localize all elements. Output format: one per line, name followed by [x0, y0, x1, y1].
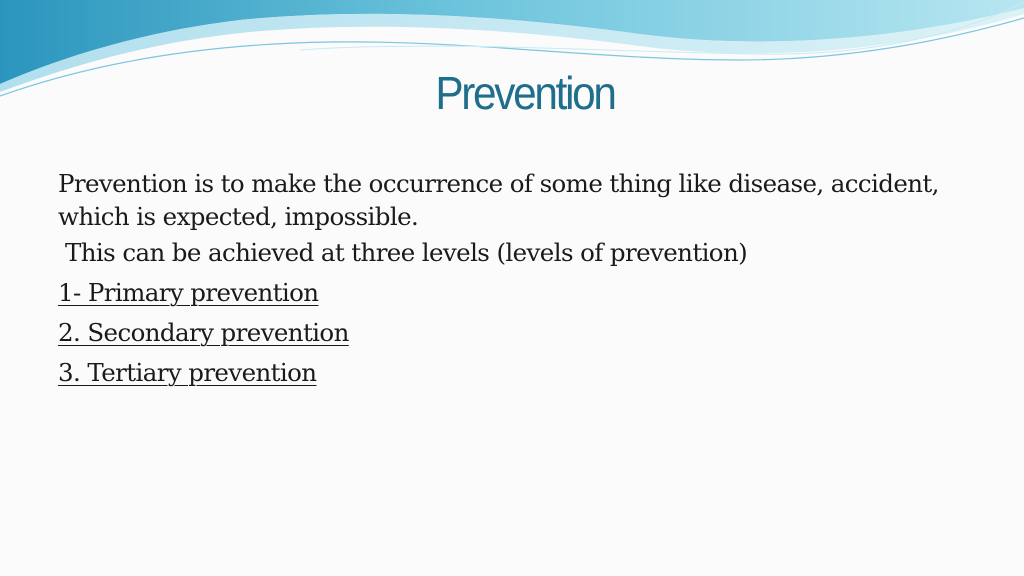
primary-prevention-link[interactable]: 1- Primary prevention — [58, 278, 319, 307]
levels-intro: This can be achieved at three levels (levels of prevention) — [65, 238, 748, 267]
definition-line-1: Prevention is to make the occurrence of some thing like disease, accident, — [58, 169, 939, 198]
secondary-prevention-link[interactable]: 2. Secondary prevention — [58, 318, 349, 347]
definition-line-2: which is expected, impossible. — [58, 202, 419, 231]
level-item-primary — [58, 273, 958, 313]
tertiary-prevention-link[interactable]: 3. Tertiary prevention — [58, 358, 317, 387]
level-item-tertiary — [58, 353, 958, 393]
slide-title: Prevention — [435, 67, 615, 119]
slide-body — [58, 167, 958, 393]
level-item-secondary — [58, 313, 958, 353]
